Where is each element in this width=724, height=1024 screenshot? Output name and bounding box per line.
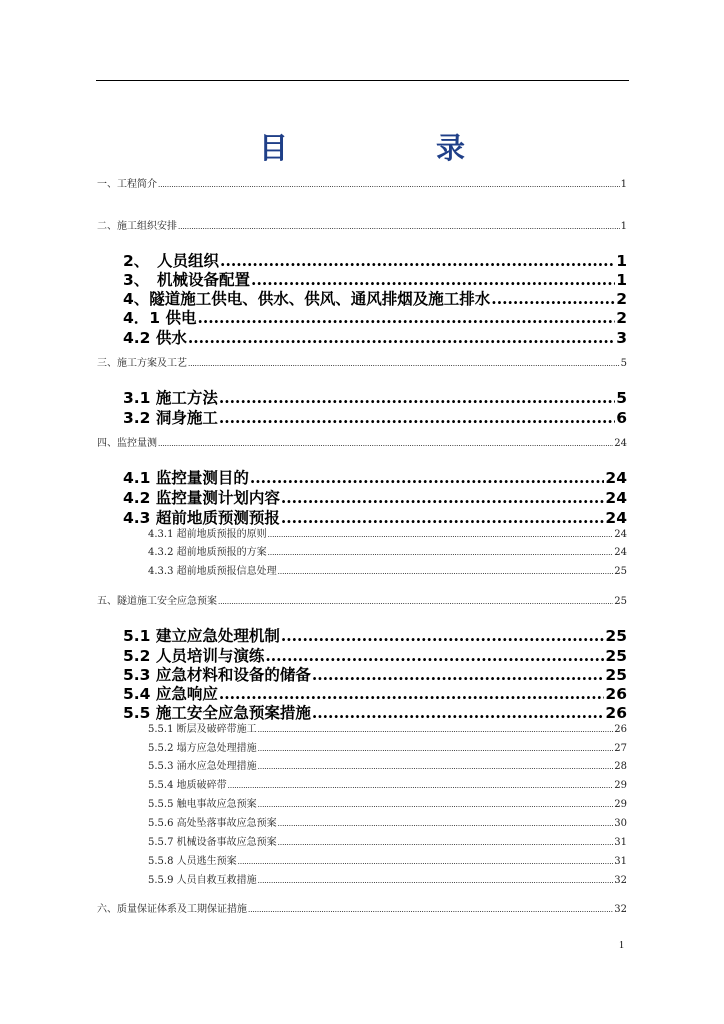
toc-entry-label: 五、隧道施工安全应急预案: [97, 596, 217, 607]
toc-entry-page: 1: [620, 221, 627, 232]
toc-entry[interactable]: [148, 528, 627, 542]
dot-leader: [188, 328, 615, 348]
toc-entry[interactable]: [148, 798, 627, 812]
toc-entry[interactable]: [123, 488, 627, 508]
toc-entry-label: 5.5.7 机械设备事故应急预案: [148, 837, 277, 848]
toc-entry-page: 2: [616, 290, 627, 308]
toc-entry-label: 4.1 监控量测目的: [123, 469, 249, 487]
toc-entry-label: 4、隧道施工供电、供水、供风、通风排烟及施工排水: [123, 290, 491, 308]
dot-leader: [250, 468, 605, 488]
dot-leader: [219, 388, 615, 408]
toc-entry-label: 5.4 应急响应: [123, 685, 218, 703]
toc-entry-page: 5: [620, 358, 627, 369]
toc-entry[interactable]: [148, 760, 627, 774]
toc-entry-page: 32: [614, 875, 627, 886]
toc-entry-page: 26: [614, 724, 627, 735]
toc-entry-page: 6: [616, 409, 627, 427]
toc-entry-page: 25: [614, 566, 627, 577]
toc-entry-label: 3、 机械设备配置: [123, 271, 251, 289]
toc-entry-label: 四、监控量测: [97, 438, 157, 449]
toc-entry[interactable]: [123, 328, 627, 348]
dot-leader: [278, 817, 614, 831]
toc-entry-label: 5.5.6 高处坠落事故应急预案: [148, 818, 277, 829]
toc-entry[interactable]: [148, 723, 627, 737]
dot-leader: [178, 220, 620, 234]
toc-entry-page: 29: [614, 799, 627, 810]
dot-leader: [248, 903, 613, 917]
dot-leader: [258, 798, 614, 812]
dot-leader: [281, 488, 605, 508]
toc-entry-label: 5.5.8 人员逃生预案: [148, 856, 237, 867]
dot-leader: [278, 836, 614, 850]
dot-leader: [197, 308, 615, 328]
toc-entry-page: 3: [616, 329, 627, 347]
toc-entry[interactable]: [148, 565, 627, 579]
toc-entry-label: 4.3.3 超前地质预报信息处理: [148, 566, 277, 577]
toc-entry-page: 31: [614, 837, 627, 848]
toc-entry[interactable]: [148, 742, 627, 756]
dot-leader: [268, 546, 614, 560]
toc-entry-label: 一、工程简介: [97, 179, 157, 190]
dot-leader: [312, 665, 605, 685]
toc-entry-page: 1: [616, 271, 627, 289]
toc-entry[interactable]: [123, 626, 627, 646]
toc-entry[interactable]: [123, 468, 627, 488]
toc-entry-page: 1: [620, 179, 627, 190]
toc-entry-label: 4．1 供电: [123, 309, 197, 327]
toc-entry-page: 24: [614, 547, 627, 558]
toc-entry-page: 24: [614, 529, 627, 540]
toc-entry[interactable]: [148, 779, 627, 793]
dot-leader: [268, 528, 614, 542]
toc-entry[interactable]: [123, 308, 627, 328]
dot-leader: [158, 178, 620, 192]
toc-entry-label: 3.2 洞身施工: [123, 409, 218, 427]
toc-entry[interactable]: [97, 220, 627, 234]
toc-entry-page: 26: [605, 704, 627, 722]
toc-entry-label: 5.5.9 人员自救互救措施: [148, 875, 257, 886]
toc-entry-label: 4.3.2 超前地质预报的方案: [148, 547, 267, 558]
toc-entry-page: 2: [616, 309, 627, 327]
toc-entry[interactable]: [97, 437, 627, 451]
toc-entry[interactable]: [148, 855, 627, 869]
toc-entry[interactable]: [123, 289, 627, 309]
dot-leader: [218, 595, 613, 609]
toc-entry[interactable]: [97, 595, 627, 609]
toc-entry-page: 27: [614, 743, 627, 754]
toc-entry-label: 4.2 监控量测计划内容: [123, 489, 280, 507]
toc-entry[interactable]: [148, 546, 627, 560]
toc-entry-page: 24: [605, 509, 627, 527]
toc-entry[interactable]: [97, 903, 627, 917]
toc-entry-label: 5.3 应急材料和设备的储备: [123, 666, 311, 684]
page-number: 1: [619, 940, 624, 951]
toc-entry-label: 4.3.1 超前地质预报的原则: [148, 529, 267, 540]
dot-leader: [219, 684, 605, 704]
toc-entry-page: 31: [614, 856, 627, 867]
toc-entry-label: 六、质量保证体系及工期保证措施: [97, 904, 247, 915]
dot-leader: [158, 437, 613, 451]
toc-entry[interactable]: [123, 388, 627, 408]
dot-leader: [491, 289, 615, 309]
toc-entry-page: 25: [605, 647, 627, 665]
toc-title: 目 录: [258, 131, 495, 165]
toc-entry-page: 25: [605, 666, 627, 684]
toc-entry-page: 24: [605, 489, 627, 507]
toc-entry-page: 29: [614, 780, 627, 791]
toc-entry-page: 30: [614, 818, 627, 829]
dot-leader: [219, 408, 615, 428]
toc-entry[interactable]: [123, 508, 627, 528]
toc-entry[interactable]: [123, 270, 627, 290]
dot-leader: [228, 779, 614, 793]
toc-entry-page: 24: [605, 469, 627, 487]
dot-leader: [220, 251, 615, 271]
dot-leader: [281, 508, 605, 528]
toc-entry[interactable]: [97, 357, 627, 371]
toc-entry-label: 5.5.1 断层及破碎带施工: [148, 724, 257, 735]
toc-entry-label: 5.2 人员培训与演练: [123, 647, 265, 665]
toc-entry-label: 2、 人员组织: [123, 252, 220, 270]
toc-entry-label: 二、施工组织安排: [97, 221, 177, 232]
toc-entry[interactable]: [123, 251, 627, 271]
dot-leader: [238, 855, 614, 869]
dot-leader: [258, 760, 614, 774]
toc-entry-page: 25: [614, 596, 627, 607]
toc-entry[interactable]: [123, 703, 627, 723]
toc-entry-page: 26: [605, 685, 627, 703]
dot-leader: [258, 874, 614, 888]
toc-entry-page: 28: [614, 761, 627, 772]
toc-entry[interactable]: [148, 836, 627, 850]
dot-leader: [188, 357, 620, 371]
toc-entry-label: 4.3 超前地质预测预报: [123, 509, 280, 527]
toc-entry-label: 5.5.2 塌方应急处理措施: [148, 743, 257, 754]
toc-entry-page: 24: [614, 438, 627, 449]
toc-entry-page: 5: [616, 389, 627, 407]
toc-entry-label: 4.2 供水: [123, 329, 187, 347]
dot-leader: [258, 723, 614, 737]
toc-entry-label: 5.5 施工安全应急预案措施: [123, 704, 311, 722]
toc-entry[interactable]: [123, 646, 627, 666]
toc-entry[interactable]: [148, 874, 627, 888]
toc-entry-label: 5.5.5 触电事故应急预案: [148, 799, 257, 810]
toc-entry-label: 5.5.3 涌水应急处理措施: [148, 761, 257, 772]
toc-entry-label: 5.1 建立应急处理机制: [123, 627, 280, 645]
toc-entry-page: 32: [614, 904, 627, 915]
dot-leader: [258, 742, 614, 756]
toc-entry[interactable]: [123, 408, 627, 428]
toc-entry-page: 25: [605, 627, 627, 645]
toc-entry-label: 3.1 施工方法: [123, 389, 218, 407]
dot-leader: [312, 703, 605, 723]
toc-entry[interactable]: [148, 817, 627, 831]
dot-leader: [281, 626, 605, 646]
dot-leader: [265, 646, 604, 666]
toc-entry[interactable]: [123, 665, 627, 685]
toc-entry[interactable]: [97, 178, 627, 192]
toc-entry-label: 5.5.4 地质破碎带: [148, 780, 227, 791]
toc-entry-page: 1: [616, 252, 627, 270]
dot-leader: [251, 270, 615, 290]
toc-entry-label: 三、施工方案及工艺: [97, 358, 187, 369]
header-rule: [96, 80, 629, 81]
dot-leader: [278, 565, 614, 579]
toc-entry[interactable]: [123, 684, 627, 704]
